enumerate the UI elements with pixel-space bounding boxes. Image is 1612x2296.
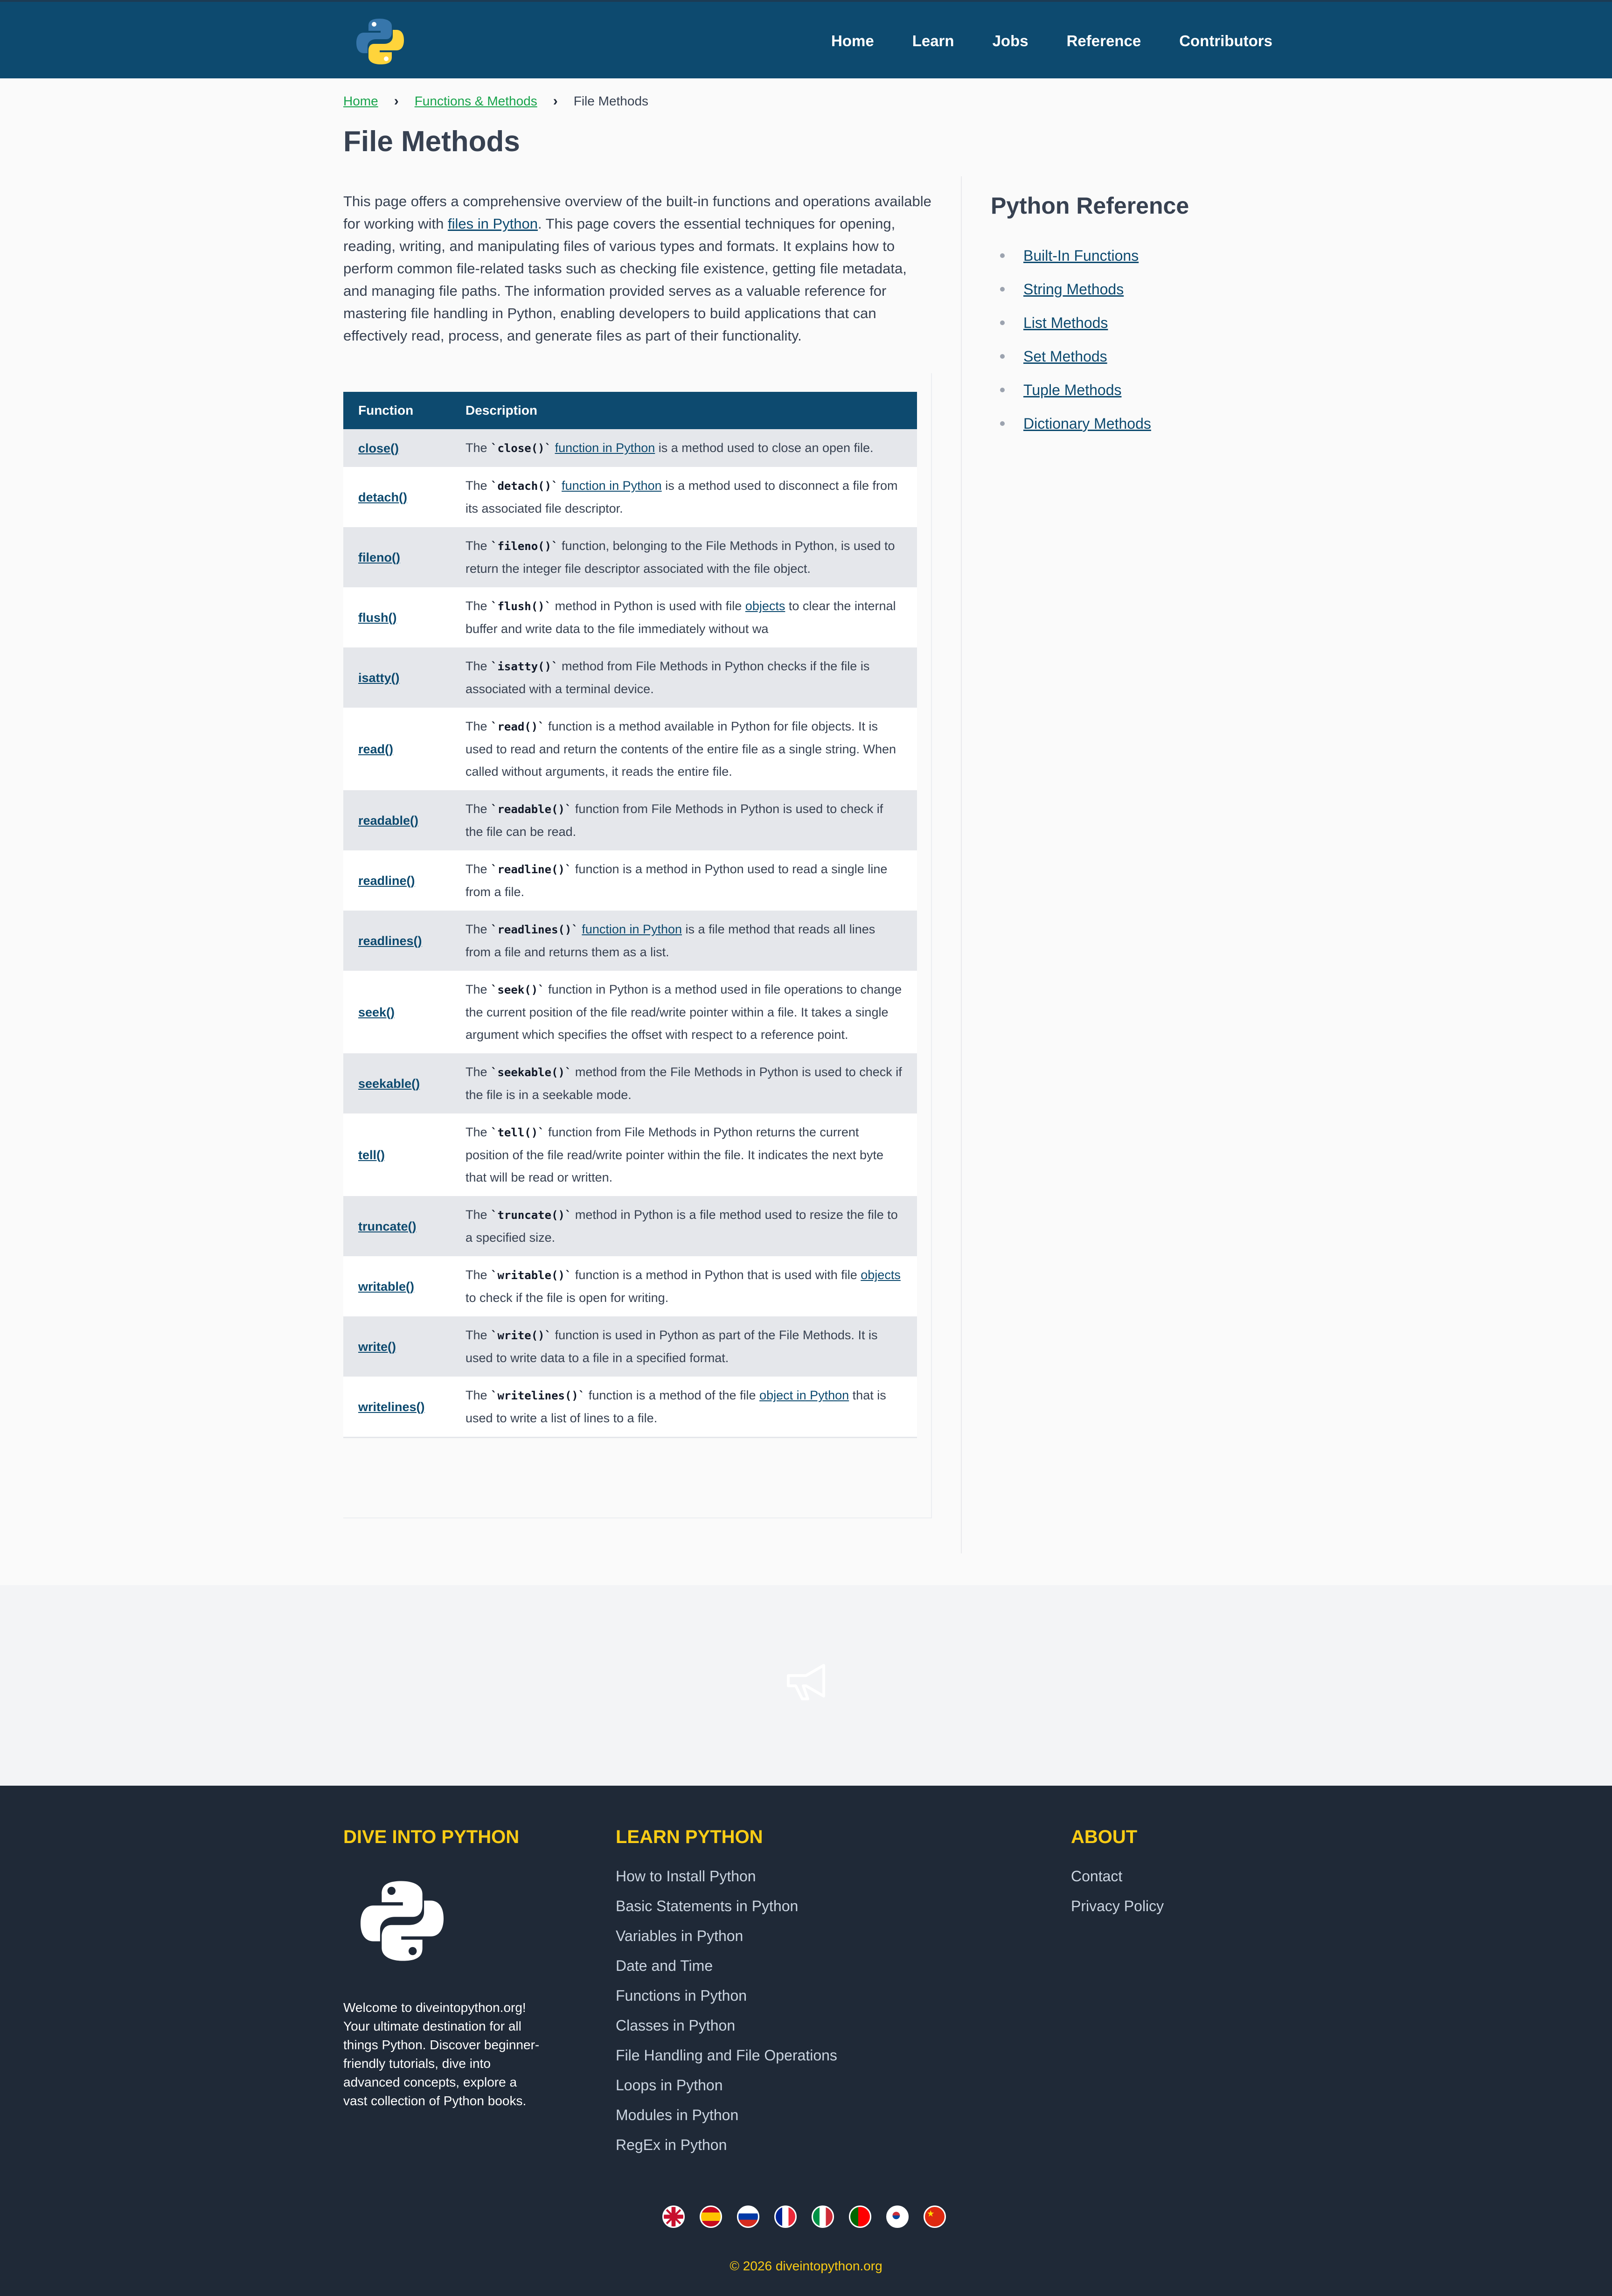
function-code: `readline()`	[491, 863, 572, 876]
description-text: function is used in Python as part of the File Methods. It is used to write data to a file in a specified format.	[466, 1328, 878, 1365]
function-cell	[343, 1113, 451, 1196]
function-cell	[343, 1377, 451, 1437]
chevron-right-icon: ›	[553, 93, 558, 109]
function-link[interactable]: seek()	[358, 1005, 395, 1019]
functions-table-container	[343, 392, 917, 1438]
intro-text-end: . This page covers the essential techniques for opening, reading, writing, and manipulating files of various types and formats. It explains how to perform common file-related tasks such as checking file existence, getting file metadata, and managing file paths. The information provided serves as a valuable reference for mastering file handling in Python, enabling developers to build applications that can effectively read, process, and generate files as part of their functionality.	[343, 216, 907, 344]
footer-link-privacy-policy[interactable]: Privacy Policy	[1071, 1897, 1164, 1914]
footer-link-modules[interactable]: Modules in Python	[616, 2106, 739, 2123]
portugal-flag-icon[interactable]	[849, 2206, 871, 2228]
bullet-icon	[1000, 421, 1005, 426]
description-cell	[451, 1196, 917, 1256]
intro-text-start: This page offers a comprehensive overview of the built-in functions and operations available for working with	[343, 193, 931, 232]
uk-flag-icon[interactable]	[662, 2206, 685, 2228]
function-cell	[343, 790, 451, 850]
function-cell	[343, 850, 451, 911]
description-link[interactable]: object in Python	[759, 1388, 849, 1402]
chevron-right-icon: ›	[394, 93, 399, 109]
function-link[interactable]: readline()	[358, 873, 415, 888]
description-text: method from File Methods in Python checks if the file is associated with a terminal device.	[466, 659, 870, 696]
site-footer	[0, 1786, 1612, 2296]
footer-about-list	[1071, 1861, 1164, 1921]
description-link[interactable]: objects	[745, 599, 785, 613]
footer-link-file-handling[interactable]: File Handling and File Operations	[616, 2046, 837, 2064]
description-text: The	[466, 922, 491, 936]
nav-home[interactable]: Home	[831, 32, 874, 49]
description-cell	[451, 971, 917, 1053]
description-link[interactable]: function in Python	[555, 441, 655, 455]
footer-link-loops[interactable]: Loops in Python	[616, 2076, 723, 2094]
footer-link-install[interactable]: How to Install Python	[616, 1867, 756, 1885]
description-cell	[451, 647, 917, 708]
description-text: The	[466, 862, 491, 876]
table-row	[343, 527, 917, 587]
description-cell	[451, 467, 917, 527]
description-cell	[451, 527, 917, 587]
function-code: `truncate()`	[491, 1209, 572, 1222]
footer-learn-list	[616, 1861, 837, 2160]
footer-title-learn-python: LEARN PYTHON	[616, 1827, 763, 1847]
sidebar-link-built-in-functions[interactable]: Built-In Functions	[1023, 247, 1139, 264]
table-row	[343, 790, 917, 850]
breadcrumb-functions-methods[interactable]: Functions & Methods	[414, 94, 537, 108]
nav-contributors[interactable]: Contributors	[1179, 32, 1272, 49]
description-text: is a method used to disconnect a file from its associated file descriptor.	[466, 479, 898, 515]
table-row	[343, 1196, 917, 1256]
description-text: The	[466, 802, 491, 816]
function-link[interactable]: truncate()	[358, 1219, 417, 1233]
description-cell	[451, 1377, 917, 1437]
function-cell	[343, 587, 451, 647]
description-cell	[451, 1053, 917, 1113]
footer-welcome-text: Welcome to diveintopython.org! Your ultimate destination for all things Python. Discover beginner-friendly tutorials, dive into advanced concepts, explore a vast collection of Python books.	[343, 2000, 540, 2108]
table-row	[343, 1256, 917, 1316]
table-row	[343, 1113, 917, 1196]
breadcrumb-current: File Methods	[573, 94, 649, 108]
footer-link-variables[interactable]: Variables in Python	[616, 1927, 743, 1944]
footer-title-about: ABOUT	[1071, 1827, 1138, 1847]
description-cell	[451, 708, 917, 790]
intro-paragraph	[343, 190, 932, 347]
sidebar-link-list-methods[interactable]: List Methods	[1023, 314, 1108, 331]
description-text: function in Python is a method used in file operations to change the current position of the file read/write pointer within a file. It takes a single argument which specifies the offset with respect to a reference point.	[466, 982, 902, 1042]
table-header-row	[343, 392, 917, 429]
nav-reference[interactable]: Reference	[1066, 32, 1141, 49]
sidebar-item	[1000, 239, 1151, 272]
function-cell	[343, 971, 451, 1053]
sidebar-link-set-methods[interactable]: Set Methods	[1023, 348, 1107, 365]
table-row	[343, 911, 917, 971]
description-cell	[451, 1256, 917, 1316]
description-cell	[451, 1113, 917, 1196]
top-navbar	[0, 0, 1612, 78]
bullet-icon	[1000, 287, 1005, 292]
description-text: The	[466, 441, 491, 455]
breadcrumb-home[interactable]: Home	[343, 94, 378, 108]
footer-link-contact[interactable]: Contact	[1071, 1867, 1123, 1885]
function-link[interactable]: fileno()	[358, 550, 400, 564]
description-link[interactable]: function in Python	[582, 922, 682, 936]
function-link[interactable]: tell()	[358, 1148, 385, 1162]
table-row	[343, 429, 917, 467]
function-cell	[343, 708, 451, 790]
description-text: method in Python is a file method used to resize the file to a specified size.	[466, 1208, 898, 1245]
table-row	[343, 708, 917, 790]
footer-link-regex[interactable]: RegEx in Python	[616, 2136, 727, 2153]
nav-learn[interactable]: Learn	[912, 32, 954, 49]
description-text: The	[466, 719, 491, 733]
description-text: The	[466, 1388, 491, 1402]
sidebar-item	[1000, 373, 1151, 407]
bullet-icon	[1000, 253, 1005, 258]
description-cell	[451, 587, 917, 647]
description-text: The	[466, 539, 491, 553]
function-code: `writable()`	[491, 1269, 572, 1282]
bullet-icon	[1000, 354, 1005, 359]
function-cell	[343, 527, 451, 587]
description-cell	[451, 790, 917, 850]
description-text: The	[466, 982, 491, 996]
description-text: function from File Methods in Python returns the current position of the file read/write pointer within the file. It indicates the next byte that will be read or written.	[466, 1125, 883, 1184]
italy-flag-icon[interactable]	[812, 2206, 834, 2228]
function-code: `fileno()`	[491, 540, 558, 553]
function-cell	[343, 1256, 451, 1316]
table-row	[343, 1316, 917, 1377]
description-text: is a file method that reads all lines from a file and returns them as a list.	[466, 922, 875, 959]
description-text: The	[466, 479, 491, 493]
sidebar-link-tuple-methods[interactable]: Tuple Methods	[1023, 381, 1122, 398]
function-code: `read()`	[491, 720, 545, 733]
page-title: File Methods	[343, 125, 520, 158]
function-link[interactable]: writelines()	[358, 1399, 425, 1414]
description-text: function from File Methods in Python is used to check if the file can be read.	[466, 802, 883, 839]
python-logo-icon	[357, 1876, 447, 1966]
description-text: method in Python is used with file	[551, 599, 745, 613]
function-cell	[343, 1196, 451, 1256]
function-code: `seekable()`	[491, 1066, 572, 1079]
description-cell	[451, 429, 917, 467]
function-code: `seek()`	[491, 983, 545, 996]
function-cell	[343, 647, 451, 708]
table-row	[343, 587, 917, 647]
function-code: `flush()`	[491, 600, 552, 613]
sidebar-list	[1000, 239, 1151, 440]
description-text: function, belonging to the File Methods in Python, is used to return the integer file descriptor associated with the file object.	[466, 539, 895, 576]
function-code: `isatty()`	[491, 660, 558, 673]
spain-flag-icon[interactable]	[700, 2206, 722, 2228]
function-code: `readable()`	[491, 803, 572, 816]
description-cell	[451, 1316, 917, 1377]
china-flag-icon[interactable]	[924, 2206, 946, 2228]
function-link[interactable]: readable()	[358, 813, 419, 828]
function-code: `tell()`	[491, 1126, 545, 1139]
description-text: The	[466, 659, 491, 673]
function-code: `write()`	[491, 1329, 552, 1342]
breadcrumb	[343, 93, 648, 109]
table-row	[343, 467, 917, 527]
sidebar-link-string-methods[interactable]: String Methods	[1023, 280, 1124, 298]
function-cell	[343, 1053, 451, 1113]
sidebar-item	[1000, 306, 1151, 340]
ad-banner	[0, 1585, 1612, 1786]
sidebar-title: Python Reference	[991, 193, 1189, 219]
description-text: method from the File Methods in Python is used to check if the file is in a seekable mode.	[466, 1065, 902, 1102]
footer-link-functions[interactable]: Functions in Python	[616, 1987, 747, 2004]
sidebar-item	[1000, 340, 1151, 373]
russia-flag-icon[interactable]	[737, 2206, 759, 2228]
description-text: function is a method available in Python for file objects. It is used to read and return the contents of the entire file as a single string. When called without arguments, it reads the entire file.	[466, 719, 896, 779]
function-link[interactable]: readlines()	[358, 933, 422, 948]
megaphone-icon	[784, 1660, 830, 1702]
function-link[interactable]: read()	[358, 742, 394, 756]
bullet-icon	[1000, 388, 1005, 392]
sidebar-item	[1000, 407, 1151, 440]
france-flag-icon[interactable]	[774, 2206, 797, 2228]
description-text: is a method used to close an open file.	[655, 441, 874, 455]
column-divider	[961, 176, 962, 1553]
description-text: to clear the internal buffer and write data to the file immediately without wa	[466, 599, 896, 636]
function-code: `readlines()`	[491, 923, 578, 936]
table-row	[343, 971, 917, 1053]
table-row	[343, 647, 917, 708]
files-in-python-link[interactable]: files in Python	[447, 216, 538, 232]
table-row	[343, 1377, 917, 1437]
column-header-description: Description	[466, 403, 538, 417]
description-link[interactable]: function in Python	[562, 479, 662, 493]
table-row	[343, 1053, 917, 1113]
function-cell	[343, 911, 451, 971]
description-cell	[451, 850, 917, 911]
footer-link-basic-statements[interactable]: Basic Statements in Python	[616, 1897, 799, 1914]
language-flags	[662, 2206, 946, 2228]
copyright: © 2026 diveintopython.org	[730, 2259, 882, 2273]
function-link[interactable]: detach()	[358, 490, 408, 504]
footer-link-classes[interactable]: Classes in Python	[616, 2017, 736, 2034]
description-text: function is a method in Python used to read a single line from a file.	[466, 862, 888, 899]
footer-link-date-time[interactable]: Date and Time	[616, 1957, 713, 1974]
function-cell	[343, 1316, 451, 1377]
function-link[interactable]: flush()	[358, 610, 397, 625]
table-body	[343, 429, 917, 1437]
description-text: The	[466, 1328, 491, 1342]
nav-jobs[interactable]: Jobs	[992, 32, 1028, 49]
function-link[interactable]: writable()	[358, 1279, 415, 1294]
description-text: that is used to write a list of lines to a file.	[466, 1388, 886, 1425]
description-text: The	[466, 1208, 491, 1222]
description-text: function is a method in Python that is used with file	[571, 1268, 861, 1282]
korea-flag-icon[interactable]	[886, 2206, 909, 2228]
function-link[interactable]: seekable()	[358, 1076, 420, 1091]
footer-title-dive-into-python: DIVE INTO PYTHON	[343, 1827, 520, 1847]
function-cell	[343, 467, 451, 527]
function-code: `writelines()`	[491, 1389, 585, 1402]
bullet-icon	[1000, 320, 1005, 325]
description-text: function is a method of the file	[585, 1388, 760, 1402]
function-cell	[343, 429, 451, 467]
description-text: The	[466, 1268, 491, 1282]
description-text: The	[466, 599, 491, 613]
function-link[interactable]: write()	[358, 1339, 396, 1354]
python-logo-icon[interactable]	[354, 16, 406, 67]
description-text: The	[466, 1065, 491, 1079]
function-code: `detach()`	[491, 480, 558, 493]
sidebar-item	[1000, 272, 1151, 306]
description-link[interactable]: objects	[861, 1268, 901, 1282]
function-link[interactable]: close()	[358, 441, 399, 455]
main-nav	[793, 2, 1272, 80]
table-row	[343, 850, 917, 911]
function-code: `close()`	[491, 442, 552, 455]
sidebar-link-dictionary-methods[interactable]: Dictionary Methods	[1023, 415, 1151, 432]
functions-table	[343, 392, 917, 1437]
description-text: The	[466, 1125, 491, 1139]
description-cell	[451, 911, 917, 971]
function-link[interactable]: isatty()	[358, 670, 400, 685]
column-header-function: Function	[358, 403, 414, 417]
description-text: to check if the file is open for writing.	[466, 1291, 669, 1305]
